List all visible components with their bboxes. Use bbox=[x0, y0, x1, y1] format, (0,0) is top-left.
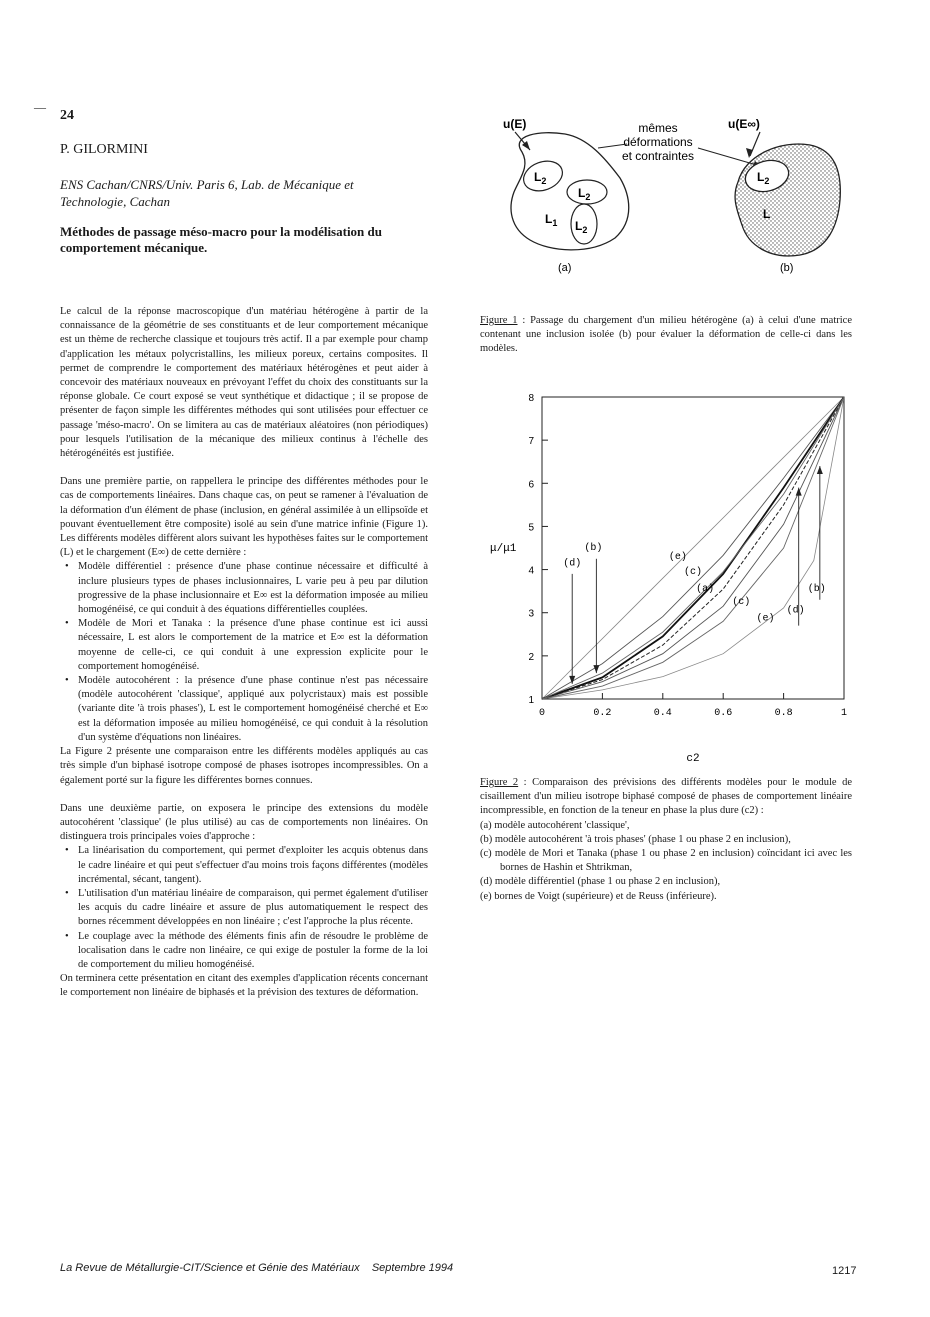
figure-1 bbox=[470, 100, 870, 280]
annotation-group bbox=[563, 542, 826, 624]
list-item: • La linéarisation du comportement, qui permet d'exploiter les acquis obtenus dans le cadre linéaire et qui peut s'effectuer d'au moins trois façons différentes (modèles incrémental, sécant, tangent). bbox=[78, 844, 428, 887]
x-tick-label: 0.6 bbox=[714, 708, 733, 719]
label-l2: $L_2$ bbox=[534, 170, 547, 186]
curve-label: (d) bbox=[563, 558, 582, 570]
y-tick-label: 8 bbox=[528, 393, 534, 404]
page-number: 24 bbox=[60, 108, 74, 123]
label-l1: $L_1$ bbox=[545, 212, 558, 228]
caption-item: (e) bornes de Voigt (supérieure) et de Reuss (inférieure). bbox=[480, 890, 717, 902]
paper-title: Méthodes de passage méso-macro pour la modélisation du comportement mécanique. bbox=[60, 224, 382, 255]
figure-2-caption bbox=[480, 776, 852, 904]
label-l2: $L_2$ bbox=[757, 170, 770, 186]
caption-label: Figure 1 bbox=[480, 315, 518, 326]
paragraph-1: Le calcul de la réponse macroscopique d'un matériau hétérogène à partir de la connaissance de la géométrie de ses constituants et de leur comportement mécanique est un thème de recherche classique et toujours très actif. Il a par exemple pour champ d'application les métaux polycristallins, les milieux poreux, certains composites. Il permet de comprendre le comportement des matériaux hétérogènes et peut aider à concevoir des matériaux nouveaux en prévoyant l'effet du choix des constituants sur la réponse globale. Ce court exposé se veut synthétique et didactique ; il se propose de présenter de façon simple les différentes méthodes qui sont utilisées pour effectuer ce passage 'méso-macro'. On se limitera au cas de matériaux aléatoires (non périodiques) pour lesquels l'utilisation de la mécanique des milieux continus à l'échelle des hétérogénéités est justifiée. bbox=[60, 306, 428, 460]
heterogeneous-medium bbox=[511, 133, 629, 250]
curve-label: (c) bbox=[683, 566, 703, 578]
list-item: • L'utilisation d'un matériau linéaire de comparaison, qui permet également d'utiliser les acquis du cadre linéaire et assure de plus automatiquement le respect des bornes récemment développées en non linéaire ; c'est l'approche la plus récente. bbox=[78, 887, 428, 930]
caption-label: Figure 2 bbox=[480, 777, 519, 788]
curve-label: (e) bbox=[756, 613, 775, 625]
y-tick-label: 6 bbox=[528, 479, 534, 491]
y-tick-label: 5 bbox=[528, 522, 534, 534]
label-ueinf: u(E∞) bbox=[728, 117, 760, 131]
figure-1-caption bbox=[480, 314, 852, 357]
affiliation: ENS Cachan/CNRS/Univ. Paris 6, Lab. de Mécanique et Technologie, Cachan bbox=[60, 177, 354, 209]
y-tick-label: 3 bbox=[528, 608, 534, 620]
label-ue: u(E) bbox=[503, 117, 527, 131]
curve-label: (b) bbox=[807, 584, 826, 596]
curve-label: (e) bbox=[668, 551, 687, 563]
caption-item: (b) modèle autocohérent 'à trois phases' (phase 1 ou phase 2 en inclusion), bbox=[480, 833, 791, 845]
label-l: L bbox=[763, 207, 771, 221]
paragraph-3: La Figure 2 présente une comparaison entre les différents modèles appliqués au cas très simple d'un biphasé isotrope composé de phases isotropes incompressibles. On a également porté sur la figure les différentes bornes connues. bbox=[60, 746, 428, 786]
x-tick-label: 0 bbox=[538, 708, 546, 719]
list-item: • Modèle autocohérent : la présence d'une phase continue n'est pas nécessaire (modèle autocohérent 'classique', appliqué aux polycristaux) mais est possible (variante dite 'à trois phases'), L est le comportement homogénéisé cherché et E∞ est la déformation imposée au milieu homogénéisé, ce qui conduit à la résolution d'un système d'équations non linéaires. bbox=[78, 674, 428, 745]
curve-label: (a) bbox=[696, 584, 715, 596]
paragraph-5: On terminera cette présentation en citant des exemples d'application récents concernant le comportement non linéaire de biphasés et la prévision des textures de déformation. bbox=[60, 973, 428, 999]
label-l2: $L_2$ bbox=[578, 186, 591, 202]
caption-item: (c) modèle de Mori et Tanaka (phase 1 ou phase 2 en inclusion) coïncidant ici avec les bornes de Hashin et Shtrikman, bbox=[480, 848, 852, 874]
x-axis bbox=[539, 693, 847, 719]
author: P. GILORMINI bbox=[60, 142, 148, 157]
x-tick-label: 1 bbox=[840, 708, 848, 719]
paragraph-4: Dans une deuxième partie, on exposera le principe des extensions du modèle autocohérent 'classique' (le plus utilisé) au cas de comportements non linéaires. On distinguera trois principales voies d'approche : bbox=[60, 802, 428, 843]
list-item: • Modèle de Mori et Tanaka : la présence d'une phase continue est ici aussi nécessaire, L est alors le comportement de la matrice et E∞ est la déformation moyenne de celle-ci, ce qui conduit à une expression explicite pour le comportement homogénéisé. bbox=[78, 617, 428, 674]
caption-item: (a) modèle autocohérent 'classique', bbox=[480, 819, 630, 831]
list-item: • Le couplage avec la méthode des éléments finis afin de résoudre le problème de localisation dans le cadre non linéaire, ce qui exige de postuler la forme de la loi de comportement du milieu homogénéisé. bbox=[78, 930, 428, 973]
annotation-line: et contraintes bbox=[621, 149, 695, 163]
y-tick-label: 7 bbox=[528, 436, 534, 448]
header-dash: — bbox=[34, 100, 46, 114]
annotation-line: mêmes bbox=[638, 121, 678, 135]
footer-page-number: 1217 bbox=[832, 1265, 857, 1277]
figure-2-chart bbox=[470, 385, 870, 770]
homogeneous-medium bbox=[735, 144, 840, 256]
approach-list bbox=[60, 844, 428, 972]
label-l2: $L_2$ bbox=[575, 219, 588, 235]
y-axis-label: μ/μ1 bbox=[490, 543, 517, 555]
arrow-head bbox=[817, 466, 823, 474]
x-tick-label: 0.8 bbox=[774, 708, 793, 719]
curve-label: (d) bbox=[786, 605, 805, 617]
x-tick-label: 0.4 bbox=[653, 708, 672, 719]
model-list bbox=[60, 560, 428, 745]
body-text bbox=[60, 305, 428, 1001]
x-tick-label: 0.2 bbox=[593, 708, 612, 719]
panel-b-label: (b) bbox=[780, 262, 794, 274]
x-axis-label: c2 bbox=[686, 753, 700, 765]
arrow-head bbox=[593, 665, 599, 673]
paragraph-2: Dans une première partie, on rappellera le principe des différentes méthodes pour le cas de comportements linéaires. Dans chaque cas, on peut se ramener à l'évaluation de la déformation d'un élément de phase (inclusion, en général assimilée à un ellipsoïde et pouvant éventuellement être composite) isolé au sein d'une matrice infinie (Figure 1). Les différents modèles diffèrent alors suivant les hypothèses faites sur le comportement (L) et le chargement (E∞) de cette dernière : bbox=[60, 476, 428, 559]
list-item: • Modèle différentiel : présence d'une phase continue nécessaire et difficulté à inclure plusieurs types de phases inclusionnaires, L varie peu à peu par dilution progressive de la phase inclusionnaire et E∞ est la déformation imposée au milieu homogénéisé, ce qui conduit à des équations différentielles couplées. bbox=[78, 560, 428, 617]
caption-item: (d) modèle différentiel (phase 1 ou phase 2 en inclusion), bbox=[480, 876, 721, 888]
y-tick-label: 4 bbox=[528, 565, 534, 577]
caption-list bbox=[480, 819, 852, 904]
curve-label: (c) bbox=[732, 597, 751, 609]
y-axis bbox=[528, 393, 548, 706]
panel-a-label: (a) bbox=[558, 262, 572, 274]
annotation-line: déformations bbox=[623, 135, 693, 149]
curve-label: (b) bbox=[584, 543, 603, 555]
footer-journal: La Revue de Métallurgie-CIT/Science et Génie des Matériaux Septembre 1994 bbox=[60, 1262, 454, 1274]
caption-text: : Comparaison des prévisions des différents modèles pour le module de cisaillement d'un milieu isotrope biphasé composé de phases de comportement linéaire incompressible, en fonction de la teneur en phase la plus dure (c2) : bbox=[480, 777, 852, 817]
caption-text: : Passage du chargement d'un milieu hétérogène (a) à celui d'une matrice contenant une inclusion isolée (b) pour évaluer la déformation de celle-ci dans les modèles. bbox=[480, 315, 852, 355]
y-tick-label: 1 bbox=[528, 695, 534, 706]
y-tick-label: 2 bbox=[528, 651, 534, 663]
